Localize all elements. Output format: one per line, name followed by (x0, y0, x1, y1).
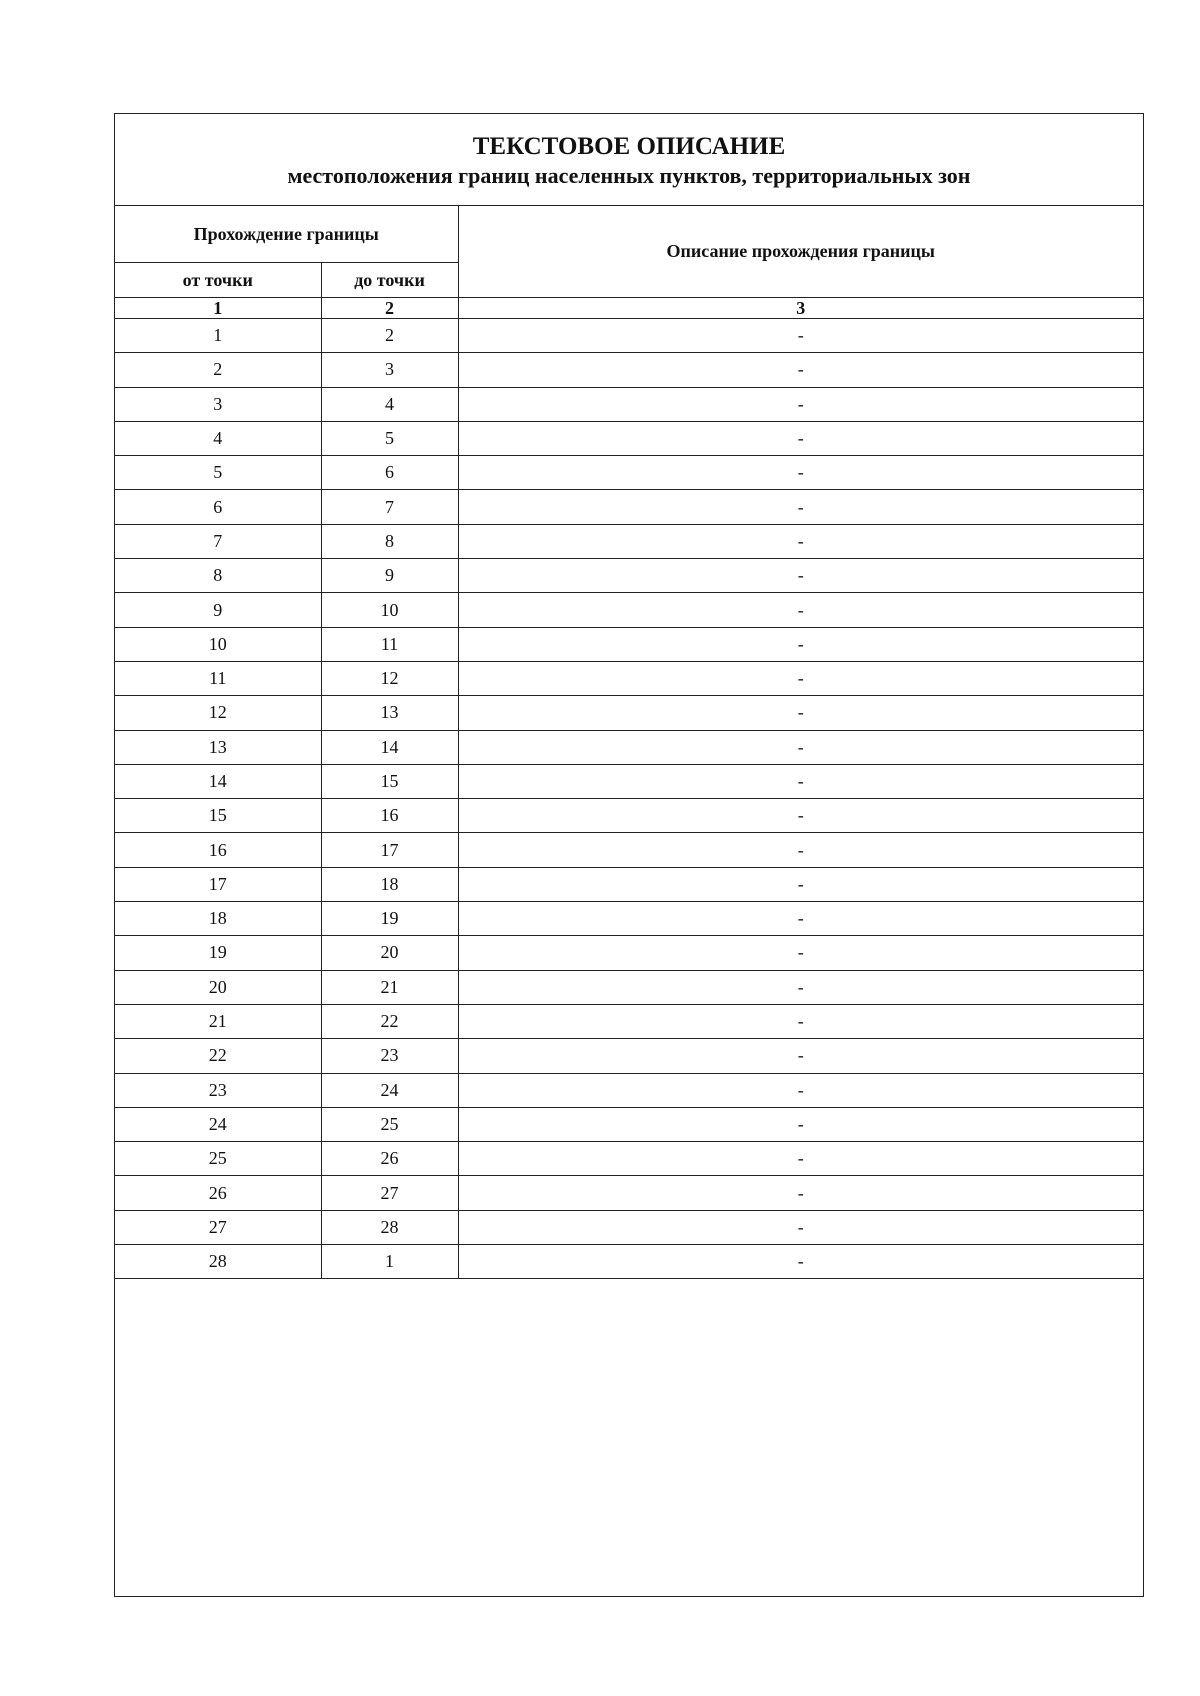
cell-description: - (458, 867, 1143, 901)
table-row (115, 867, 1143, 901)
table-row (115, 524, 1143, 558)
cell-from-point: 20 (115, 970, 321, 1004)
table-row (115, 799, 1143, 833)
cell-description: - (458, 833, 1143, 867)
cell-from-point: 11 (115, 661, 321, 695)
table-row (115, 970, 1143, 1004)
table-row (115, 1210, 1143, 1244)
cell-description: - (458, 1210, 1143, 1244)
cell-to-point: 2 (321, 319, 458, 353)
cell-to-point: 22 (321, 1004, 458, 1038)
cell-to-point: 10 (321, 593, 458, 627)
cell-to-point: 20 (321, 936, 458, 970)
cell-description: - (458, 902, 1143, 936)
header-from-point: от точки (115, 263, 321, 298)
cell-to-point: 4 (321, 387, 458, 421)
cell-description: - (458, 456, 1143, 490)
cell-from-point: 22 (115, 1039, 321, 1073)
cell-to-point: 21 (321, 970, 458, 1004)
cell-to-point: 18 (321, 867, 458, 901)
table-row (115, 1142, 1143, 1176)
table-row (115, 730, 1143, 764)
cell-from-point: 13 (115, 730, 321, 764)
cell-description: - (458, 1073, 1143, 1107)
cell-description: - (458, 1176, 1143, 1210)
cell-from-point: 7 (115, 524, 321, 558)
table-row (115, 764, 1143, 798)
header-to-point: до точки (321, 263, 458, 298)
cell-to-point: 5 (321, 421, 458, 455)
table-row (115, 1004, 1143, 1038)
cell-from-point: 8 (115, 559, 321, 593)
cell-from-point: 14 (115, 764, 321, 798)
cell-from-point: 18 (115, 902, 321, 936)
table-row (115, 627, 1143, 661)
cell-description: - (458, 661, 1143, 695)
cell-to-point: 23 (321, 1039, 458, 1073)
table-row (115, 1073, 1143, 1107)
cell-to-point: 15 (321, 764, 458, 798)
cell-from-point: 19 (115, 936, 321, 970)
cell-to-point: 11 (321, 627, 458, 661)
cell-to-point: 16 (321, 799, 458, 833)
cell-to-point: 26 (321, 1142, 458, 1176)
column-number-3: 3 (458, 298, 1143, 319)
cell-from-point: 5 (115, 456, 321, 490)
cell-from-point: 25 (115, 1142, 321, 1176)
cell-from-point: 23 (115, 1073, 321, 1107)
cell-to-point: 19 (321, 902, 458, 936)
cell-description: - (458, 353, 1143, 387)
cell-description: - (458, 1004, 1143, 1038)
table-row (115, 1107, 1143, 1141)
table-row (115, 936, 1143, 970)
cell-to-point: 24 (321, 1073, 458, 1107)
column-number-2: 2 (321, 298, 458, 319)
table-row (115, 696, 1143, 730)
table-row (115, 421, 1143, 455)
cell-description: - (458, 319, 1143, 353)
cell-to-point: 7 (321, 490, 458, 524)
table-row (115, 1039, 1143, 1073)
cell-to-point: 9 (321, 559, 458, 593)
cell-from-point: 24 (115, 1107, 321, 1141)
table-row (115, 661, 1143, 695)
table-row (115, 902, 1143, 936)
cell-to-point: 1 (321, 1245, 458, 1279)
cell-description: - (458, 730, 1143, 764)
cell-to-point: 25 (321, 1107, 458, 1141)
table-row (115, 559, 1143, 593)
cell-description: - (458, 970, 1143, 1004)
cell-description: - (458, 936, 1143, 970)
cell-from-point: 9 (115, 593, 321, 627)
cell-description: - (458, 696, 1143, 730)
cell-description: - (458, 764, 1143, 798)
cell-from-point: 2 (115, 353, 321, 387)
cell-from-point: 16 (115, 833, 321, 867)
cell-to-point: 28 (321, 1210, 458, 1244)
cell-from-point: 17 (115, 867, 321, 901)
cell-description: - (458, 1039, 1143, 1073)
cell-from-point: 26 (115, 1176, 321, 1210)
document-title: ТЕКСТОВОЕ ОПИСАНИЕ (472, 133, 786, 160)
cell-from-point: 12 (115, 696, 321, 730)
cell-description: - (458, 490, 1143, 524)
table-row (115, 833, 1143, 867)
column-number-1: 1 (115, 298, 321, 319)
cell-description: - (458, 387, 1143, 421)
cell-to-point: 12 (321, 661, 458, 695)
cell-to-point: 27 (321, 1176, 458, 1210)
cell-description: - (458, 593, 1143, 627)
cell-from-point: 6 (115, 490, 321, 524)
table-row (115, 1245, 1143, 1279)
cell-to-point: 17 (321, 833, 458, 867)
cell-description: - (458, 559, 1143, 593)
cell-from-point: 21 (115, 1004, 321, 1038)
cell-from-point: 1 (115, 319, 321, 353)
table-row (115, 490, 1143, 524)
table-row (115, 593, 1143, 627)
table-row (115, 456, 1143, 490)
cell-from-point: 3 (115, 387, 321, 421)
cell-description: - (458, 627, 1143, 661)
table-row (115, 1176, 1143, 1210)
cell-to-point: 8 (321, 524, 458, 558)
table-row (115, 387, 1143, 421)
cell-description: - (458, 1107, 1143, 1141)
cell-from-point: 4 (115, 421, 321, 455)
cell-to-point: 6 (321, 456, 458, 490)
cell-from-point: 28 (115, 1245, 321, 1279)
table-body (115, 319, 1143, 1279)
table-row (115, 319, 1143, 353)
header-boundary-passage: Прохождение границы (115, 206, 458, 263)
cell-description: - (458, 524, 1143, 558)
cell-description: - (458, 1245, 1143, 1279)
cell-to-point: 13 (321, 696, 458, 730)
cell-description: - (458, 1142, 1143, 1176)
document-subtitle: местоположения границ населенных пунктов, территориальных зон (287, 163, 971, 188)
cell-description: - (458, 799, 1143, 833)
cell-description: - (458, 421, 1143, 455)
cell-to-point: 14 (321, 730, 458, 764)
table-row (115, 353, 1143, 387)
cell-from-point: 15 (115, 799, 321, 833)
cell-from-point: 10 (115, 627, 321, 661)
cell-to-point: 3 (321, 353, 458, 387)
title-block (115, 114, 1143, 206)
cell-from-point: 27 (115, 1210, 321, 1244)
header-description: Описание прохождения границы (458, 206, 1143, 298)
document-frame (114, 113, 1144, 1597)
boundary-table (115, 206, 1143, 1279)
